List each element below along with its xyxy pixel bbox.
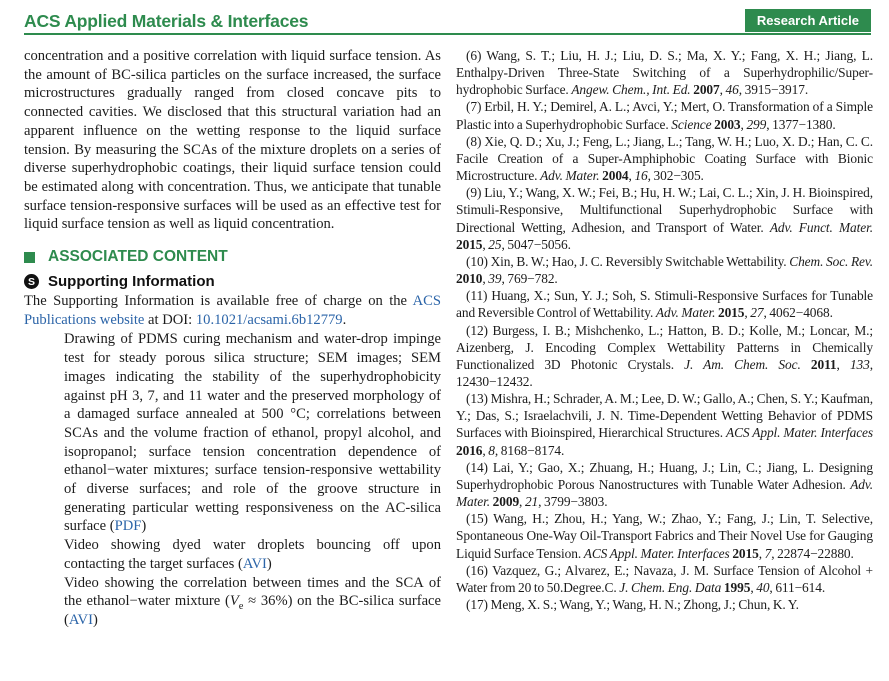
text-segment: , xyxy=(482,442,489,458)
text-segment: (11) Huang, X.; Sun, Y. J.; Soh, S. Stimuli-Responsive Surfaces for Tunable and Reversible Control of Wettability. xyxy=(456,288,873,321)
text-segment: 299 xyxy=(746,116,767,132)
left-column xyxy=(24,47,441,630)
reference-item xyxy=(456,47,873,98)
text-segment xyxy=(801,357,811,372)
si-header-label: Supporting Information xyxy=(48,273,215,291)
text-segment: 39 xyxy=(488,271,502,287)
text-segment: Adv. Mater. xyxy=(655,305,716,321)
text-segment: , 769−782. xyxy=(501,271,558,287)
header-rule xyxy=(24,33,871,35)
text-segment: , xyxy=(758,545,765,561)
si-item xyxy=(64,574,441,630)
si-item xyxy=(64,536,441,573)
body-paragraph: concentration and a positive correlation with liquid surface tension. As the amount of BC-silica particles on the surface increased, the surface microstructures gradually ranged from closed concave pits to connected cavities. We disclosed that this structural variation had an apparent influence on the wetting response to the liquid surface tension. By measuring the SCAs of the mixture droplets on a series of diverse superhydrophobic coatings, their liquid surface tension could be estimated along with concentration. Thus, we anticipate that tunable surface tension-responsive surfaces will be used as an effective test for liquid surface tension as well as liquid concentration. xyxy=(24,48,441,233)
reference-item xyxy=(456,459,873,510)
text-segment: ACS Appl. Mater. Interfaces xyxy=(583,545,730,561)
reference-item xyxy=(456,98,873,132)
references-column xyxy=(456,47,873,613)
text-segment: 2015 xyxy=(717,305,745,321)
text-segment: J. Am. Chem. Soc. xyxy=(684,356,801,372)
text-segment: Video showing the correlation between times and the SCA of the ethanol−water mixture ( xyxy=(64,574,441,610)
text-segment: , xyxy=(744,305,751,321)
reference-item xyxy=(456,133,873,184)
text-segment: , xyxy=(740,116,747,132)
text-segment: e xyxy=(238,601,244,613)
text-segment: ≈ 36%) on the BC-silica surface ( xyxy=(64,593,442,628)
text-segment: 2007 xyxy=(693,82,720,98)
text-segment: 8 xyxy=(488,442,495,458)
text-segment: , 4062−4068. xyxy=(763,305,833,321)
text-segment: (15) Wang, H.; Zhou, H.; Yang, W.; Zhao, Y.; Fang, J.; Lin, T. Selective, Spontaneous One-Way Oil-Transport Fabrics and Their Novel Use for Gauging Liquid Surface Tension. xyxy=(456,511,873,561)
section-square-icon xyxy=(24,252,35,263)
reference-item xyxy=(456,596,873,613)
text-segment: (9) Liu, Y.; Wang, X. W.; Fei, B.; Hu, H. W.; Lai, C. L.; Xin, J. H. Bioinspired, Stimuli-Responsive, Multifunctional Superhydrophobic Surface with Directional Wetting, Adhesion, and Transport of Water. xyxy=(456,185,873,235)
text-segment: , xyxy=(482,236,489,252)
reference-item xyxy=(456,322,873,391)
text-segment: at DOI: xyxy=(144,311,196,328)
text-segment: , xyxy=(750,579,757,595)
text-segment: , xyxy=(519,494,525,510)
text-segment: Science xyxy=(671,116,712,132)
text-segment: 7 xyxy=(764,545,772,561)
text-segment: Chem. Soc. Rev. xyxy=(789,253,873,269)
text-segment: Video showing dyed water droplets bouncing off upon contacting the target surfaces ( xyxy=(64,537,441,572)
text-segment: , 22874−22880. xyxy=(771,545,854,561)
references-list xyxy=(456,47,873,613)
reference-item xyxy=(456,253,873,287)
text-segment: 2003 xyxy=(714,116,741,132)
text-segment: Angew. Chem., Int. Ed. xyxy=(571,82,691,98)
text-segment: ) xyxy=(92,611,98,628)
text-segment: (13) Mishra, H.; Schrader, A. M.; Lee, D. W.; Gallo, A.; Chen, S. Y.; Kaufman, Y.; Das, S.; Israelachvili, J. N. Time-Dependent Wetting Behavior of PDMS Surfaces with Bioinspired, Hierarchical Structures. xyxy=(456,391,873,441)
text-segment: , 302−305. xyxy=(647,168,704,184)
text-segment: , 611−614. xyxy=(769,579,826,595)
reference-item xyxy=(456,184,873,253)
text-segment: Adv. Mater. xyxy=(456,476,873,510)
text-segment: 2015 xyxy=(732,545,759,561)
text-segment: (14) Lai, Y.; Gao, X.; Zhuang, H.; Huang, J.; Lin, C.; Jiang, L. Designing Superhydrophobic Porous Nanostructures with Tunable Water Adhesion. xyxy=(456,459,873,492)
article-type-badge: Research Article xyxy=(745,9,871,32)
text-segment: . xyxy=(342,311,347,328)
text-segment: , 3799−3803. xyxy=(538,494,608,510)
text-segment: , xyxy=(628,168,635,184)
text-segment: 2015 xyxy=(456,236,483,252)
text-segment: , xyxy=(482,271,489,287)
text-segment: 40 xyxy=(756,579,770,595)
supporting-info-s-icon: S xyxy=(24,274,39,289)
text-segment: 1995 xyxy=(723,579,751,595)
journal-title: ACS Applied Materials & Interfaces xyxy=(24,11,309,31)
link[interactable]: AVI xyxy=(242,555,267,572)
text-segment: ) xyxy=(266,555,272,572)
supporting-information-header xyxy=(24,273,441,290)
si-availability-paragraph xyxy=(24,292,441,329)
text-segment: , 5047−5056. xyxy=(501,236,571,252)
si-items-list xyxy=(64,330,441,629)
text-segment: (16) Vazquez, G.; Alvarez, E.; Navaza, J. M. Surface Tension of Alcohol + Water from 20 to 50.Degree.C. xyxy=(456,562,873,595)
text-segment: 2011 xyxy=(810,356,837,372)
text-segment: , xyxy=(836,356,850,372)
text-segment: 25 xyxy=(488,236,502,252)
text-segment: (12) Burgess, I. B.; Mishchenko, L.; Hatton, B. D.; Kolle, M.; Loncar, M.; Aizenberg, J. Encoding Complex Wettability Patterns in Chemically Functionalized 3D Photonic Crystals. xyxy=(456,322,873,372)
section-header-label: ASSOCIATED CONTENT xyxy=(48,248,228,266)
si-item xyxy=(64,330,441,536)
reference-item xyxy=(456,562,873,596)
text-segment: 27 xyxy=(750,305,764,321)
text-segment: (17) Meng, X. S.; Wang, Y.; Wang, H. N.; Zhong, J.; Chun, K. Y. xyxy=(466,597,799,612)
link[interactable]: PDF xyxy=(114,518,142,535)
text-segment: (8) Xie, Q. D.; Xu, J.; Feng, L.; Jiang, L.; Tang, W. H.; Luo, X. D.; Han, C. C. Facile Creation of a Super-Amphiphobic Coating Surface with Bionic Microstructure. xyxy=(456,133,873,184)
text-segment: (10) Xin, B. W.; Hao, J. C. Reversibly Switchable Wettability. xyxy=(466,253,790,269)
text-segment: 2004 xyxy=(602,168,629,184)
text-segment: Adv. Mater. xyxy=(540,168,600,184)
text-segment: 16 xyxy=(634,168,648,184)
text-segment: Drawing of PDMS curing mechanism and water-drop impinge test for steady porous silica structure; SEM images; SEM images indicating the stability of the superhydrophobicity against pH 3, 7, and 11 water and the preserved morphology of a damaged surface annealed at 500 °C; correlations between SCAs and the volume fraction of ethanol, propyl alcohol, and isopropanol; surface tension concentration dependence of ethanol−water mixtures; surface tension-responsive wettability of diverse surfaces; and role of the groove structure in generating particular wetting responsiveness on the AC-silica surface ( xyxy=(64,331,441,535)
text-segment: The Supporting Information is available free of charge on the xyxy=(24,293,413,310)
text-segment: Adv. Funct. Mater. xyxy=(769,219,873,235)
text-segment: V xyxy=(229,593,239,610)
link[interactable]: 10.1021/acsami.6b12779 xyxy=(195,311,343,328)
text-segment: ) xyxy=(141,518,147,535)
link[interactable]: AVI xyxy=(68,611,93,628)
reference-item xyxy=(456,287,873,321)
reference-item xyxy=(456,510,873,561)
text-segment: ACS Appl. Mater. Interfaces xyxy=(725,425,873,441)
text-segment: 2016 xyxy=(456,442,483,458)
text-segment: J. Chem. Eng. Data xyxy=(619,579,722,595)
text-segment: (6) Wang, S. T.; Liu, H. J.; Liu, D. S.; Ma, X. Y.; Fang, X. H.; Jiang, L. Enthalpy-Driven Three-State Switching of a Superhydrophilic/Super-hydrophobic Surface. xyxy=(456,48,873,98)
associated-content-header xyxy=(24,248,441,266)
link[interactable]: ACS Publications website xyxy=(24,293,441,328)
text-segment: (7) Erbil, H. Y.; Demirel, A. L.; Avci, Y.; Mert, O. Transformation of a Simple Plastic into a Superhydrophobic Surface. xyxy=(456,99,873,132)
text-segment: , 1377−1380. xyxy=(766,116,836,132)
text-segment: , 12430−12432. xyxy=(456,356,873,389)
text-segment: 133 xyxy=(849,356,870,372)
text-segment: 46 xyxy=(725,82,739,98)
text-segment: 2010 xyxy=(456,271,483,287)
reference-item xyxy=(456,390,873,459)
text-segment: 2009 xyxy=(492,494,520,510)
text-segment: , 3915−3917. xyxy=(738,82,809,98)
text-segment: 21 xyxy=(524,494,539,510)
text-segment: , xyxy=(719,82,726,98)
text-segment: , 8168−8174. xyxy=(494,442,565,458)
